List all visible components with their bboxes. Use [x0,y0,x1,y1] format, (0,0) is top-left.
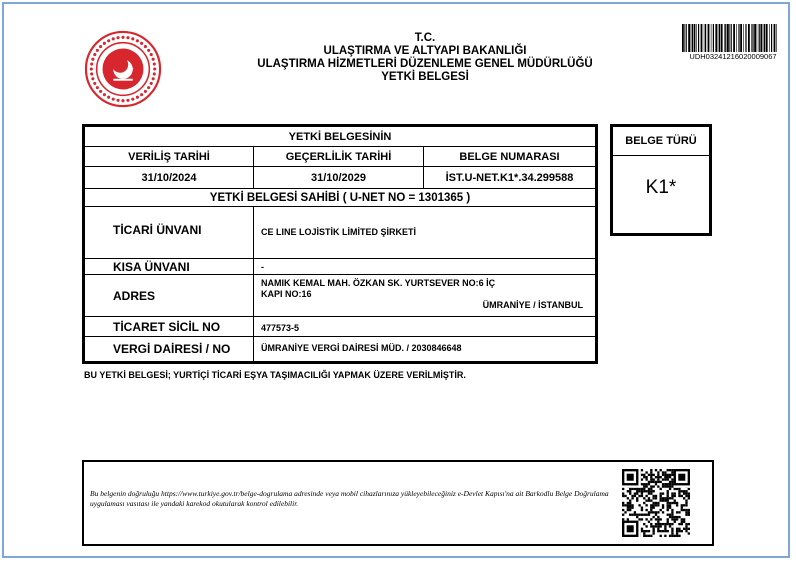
trade-name-row [85,207,595,259]
short-name-row [85,259,595,275]
short-name-value: - [261,262,264,272]
header-tc: T.C. [414,32,436,44]
trade-name-value: CE LINE LOJİSTİK LİMİTED ŞİRKETİ [261,227,417,237]
issue-date-header: VERİLİŞ TARİHİ [128,150,210,163]
address-label: ADRES [113,289,156,303]
verification-text: Bu belgenin doğruluğu https://www.turkiye.gov.tr/belge-dogrulama adresinde veya mobil cihazlarınıza yükleyebileceğiniz e-Devlet Kapısı'na ait Barkodlu Belge Doğrulama uygulaması vasıtası ile yandaki karekod okutularak kontrol edilebilir. [90,489,609,508]
validity-date-value: 31/10/2029 [253,167,423,188]
registry-row [85,317,595,337]
certificate-table [82,124,598,364]
registry-value: 477573-5 [261,323,300,333]
header-document-title: YETKİ BELGESİ [381,71,469,83]
table-values-row [85,167,595,189]
header-directorate: ULAŞTIRMA HİZMETLERİ DÜZENLEME GENEL MÜDÜRLÜĞÜ [257,58,593,70]
header-ministry: ULAŞTIRMA VE ALTYAPI BAKANLIĞI [323,45,527,57]
address-city: ÜMRANİYE / İSTANBUL [482,300,583,310]
table-header-row [85,147,595,167]
table-title: YETKİ BELGESİNİN [288,130,392,143]
table-title-row [85,127,595,147]
tax-row [85,337,595,361]
document-header [230,32,620,84]
address-row [85,275,595,317]
holder-title-row [85,189,595,207]
trade-name-label: TİCARİ ÜNVANI [113,223,202,237]
document-number-value: İST.U-NET.K1*.34.299588 [423,167,595,188]
ministry-seal-logo [84,30,162,108]
holder-title: YETKİ BELGESİ SAHİBİ ( U-NET NO = 1301365 ) [209,191,471,204]
tax-label: VERGİ DAİRESİ / NO [113,342,231,356]
address-line2: KAPI NO:16 [261,289,312,299]
validity-date-header: GEÇERLİLİK TARİHİ [253,147,423,166]
tax-value: ÜMRANİYE VERGİ DAİRESİ MÜD. / 2030846648 [261,343,462,353]
authorization-note: BU YETKİ BELGESİ; YURTİÇİ TİCARİ EŞYA TAŞIMACILIĞI YAPMAK ÜZERE VERİLMİŞTİR. [84,370,466,380]
address-line1: NAMIK KEMAL MAH. ÖZKAN SK. YURTSEVER NO:6 İÇ [261,278,496,288]
document-type-title: BELGE TÜRÜ [613,127,709,156]
document-number-header: BELGE NUMARASI [423,147,595,166]
short-name-label: KISA ÜNVANI [113,260,190,274]
barcode [682,24,778,52]
registry-label: TİCARET SİCİL NO [113,320,221,334]
document-type-box [610,124,712,236]
issue-date-value: 31/10/2024 [141,171,197,184]
document-type-value: K1* [645,177,677,198]
barcode-number: UDH03241216020009067 [689,52,777,61]
qr-code[interactable] [622,469,690,537]
verification-footer [82,460,714,546]
